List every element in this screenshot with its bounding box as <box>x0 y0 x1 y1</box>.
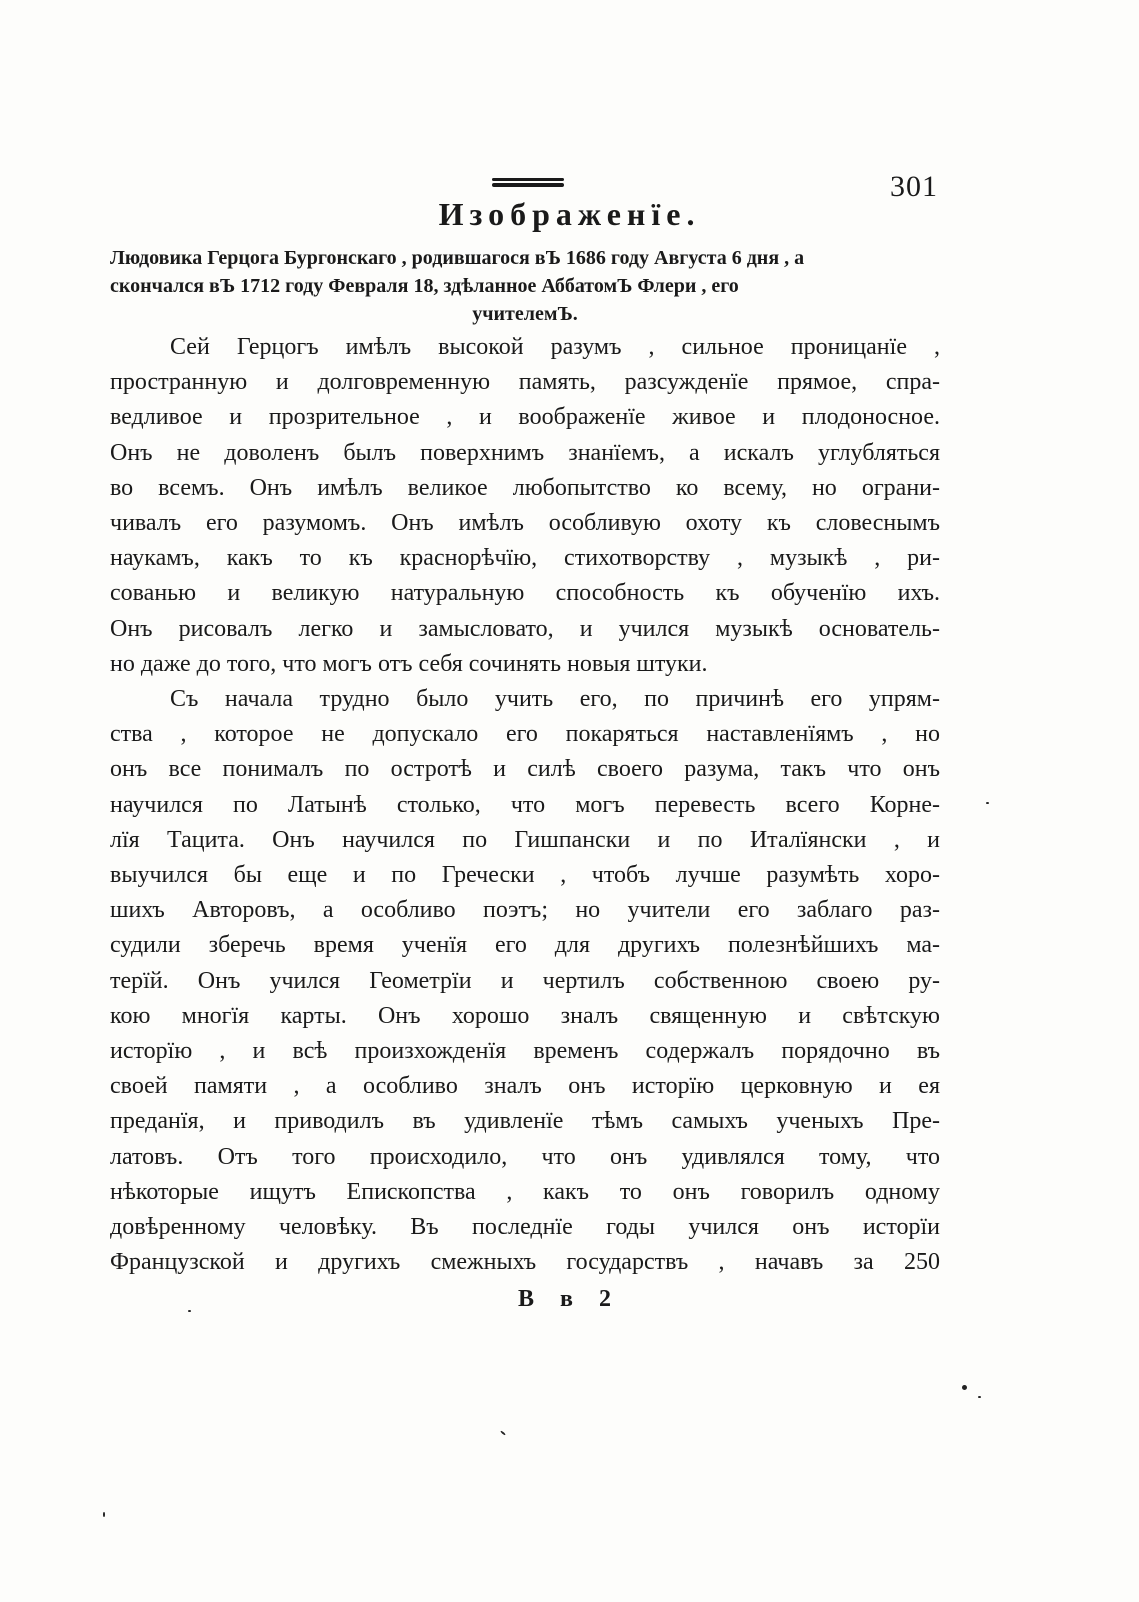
text-line: шихъ Авторовъ, а особливо поэтъ; но учители его заблаго раз- <box>110 897 940 924</box>
scan-speck <box>978 1396 981 1398</box>
subtitle-line: скончался вЪ 1712 году Февраля 18, здѣланное АббатомЪ Флери , его <box>110 275 739 297</box>
text-line: латовъ. Отъ того происходило, что онъ удивлялся тому, что <box>110 1143 940 1170</box>
body-text <box>110 330 940 1280</box>
scan-speck <box>188 1310 191 1312</box>
paragraph-1 <box>110 330 940 682</box>
text-line: нѣкоторые ищутъ Епископства , какъ то онъ говорилъ одному <box>110 1178 940 1205</box>
text-line: выучился бы еще и по Гречески , чтобъ лучше разумѣть хоро- <box>110 862 940 889</box>
text-line: во всемъ. Онъ имѣлъ великое любопытство ко всему, но ограни- <box>110 474 940 501</box>
text-line: своей памяти , а особливо зналъ онъ исторïю церковную и ея <box>110 1073 940 1100</box>
scan-speck <box>986 802 989 804</box>
text-line: научился по Латынѣ столько, что могъ перевесть всего Корне- <box>110 791 940 818</box>
ornament-rule-bottom <box>492 183 564 187</box>
text-line: терïй. Онъ учился Геометрïи и чертилъ собственною своею ру- <box>110 967 940 994</box>
scan-speck <box>500 1430 506 1435</box>
subtitle <box>110 244 940 328</box>
text-line: пространную и долговременную память, разсужденïе прямое, спра- <box>110 369 940 396</box>
text-line: Онъ рисовалъ легко и замысловато, и учился музыкѣ основатель- <box>110 615 940 642</box>
signature-mark: В в 2 <box>518 1286 621 1312</box>
text-line: исторïю , и всѣ произхожденïя временъ содержалъ порядочно въ <box>110 1038 940 1065</box>
text-line: довѣренному человѣку. Въ последнïе годы учился онъ исторïи <box>110 1214 940 1241</box>
text-line: преданïя, и приводилъ въ удивленïе тѣмъ самыхъ ученыхъ Пре- <box>110 1108 940 1135</box>
text-line: но даже до того, что могъ отъ себя сочинять новыя штуки. <box>110 650 708 677</box>
text-line: лïя Тацита. Онъ научился по Гишпански и по Италïянски , и <box>110 826 940 853</box>
subtitle-line: Людовика Герцога Бургонскаго , родившагося вЪ 1686 году Августа 6 дня , а <box>110 247 805 269</box>
text-line: Съ начала трудно было учить его, по причинѣ его упрям- <box>170 686 940 713</box>
text-line: Онъ не доволенъ былъ поверхнимъ знанïемъ, а искалъ углубляться <box>110 439 940 466</box>
scan-speck <box>962 1385 967 1390</box>
text-line: судили зберечь время ученïя его для другихъ полезнѣйшихъ ма- <box>110 932 940 959</box>
text-line: ведливое и прозрительное , и воображенïе живое и плодоносное. <box>110 404 940 431</box>
text-line: кою многïя карты. Онъ хорошо зналъ священную и свѣтскую <box>110 1002 940 1029</box>
page-title: Изображенïе. <box>438 196 701 232</box>
subtitle-line: учителемЪ. <box>472 303 578 325</box>
paragraph-2 <box>110 682 940 1280</box>
header-ornament <box>492 178 564 190</box>
page-number: 301 <box>890 170 938 203</box>
text-line: чивалъ его разумомъ. Онъ имѣлъ особливую охоту къ словеснымъ <box>110 510 940 537</box>
text-line: ства , которое не допускало его покаряться наставленïямъ , но <box>110 721 940 748</box>
text-line: Французской и другихъ смежныхъ государствъ , начавъ за 250 <box>110 1249 940 1276</box>
text-line: наукамъ, какъ то къ краснорѣчïю, стихотворству , музыкѣ , ри- <box>110 545 940 572</box>
text-line: Сей Герцогъ имѣлъ высокой разумъ , сильное проницанïе , <box>170 334 940 360</box>
scan-speck <box>103 1512 105 1517</box>
ornament-rule-top <box>492 178 564 181</box>
text-line: онъ все понималъ по остротѣ и силѣ своего разума, такъ что онъ <box>110 756 940 783</box>
text-line: сованью и великую натуральную способность къ обученïю ихъ. <box>110 580 940 607</box>
